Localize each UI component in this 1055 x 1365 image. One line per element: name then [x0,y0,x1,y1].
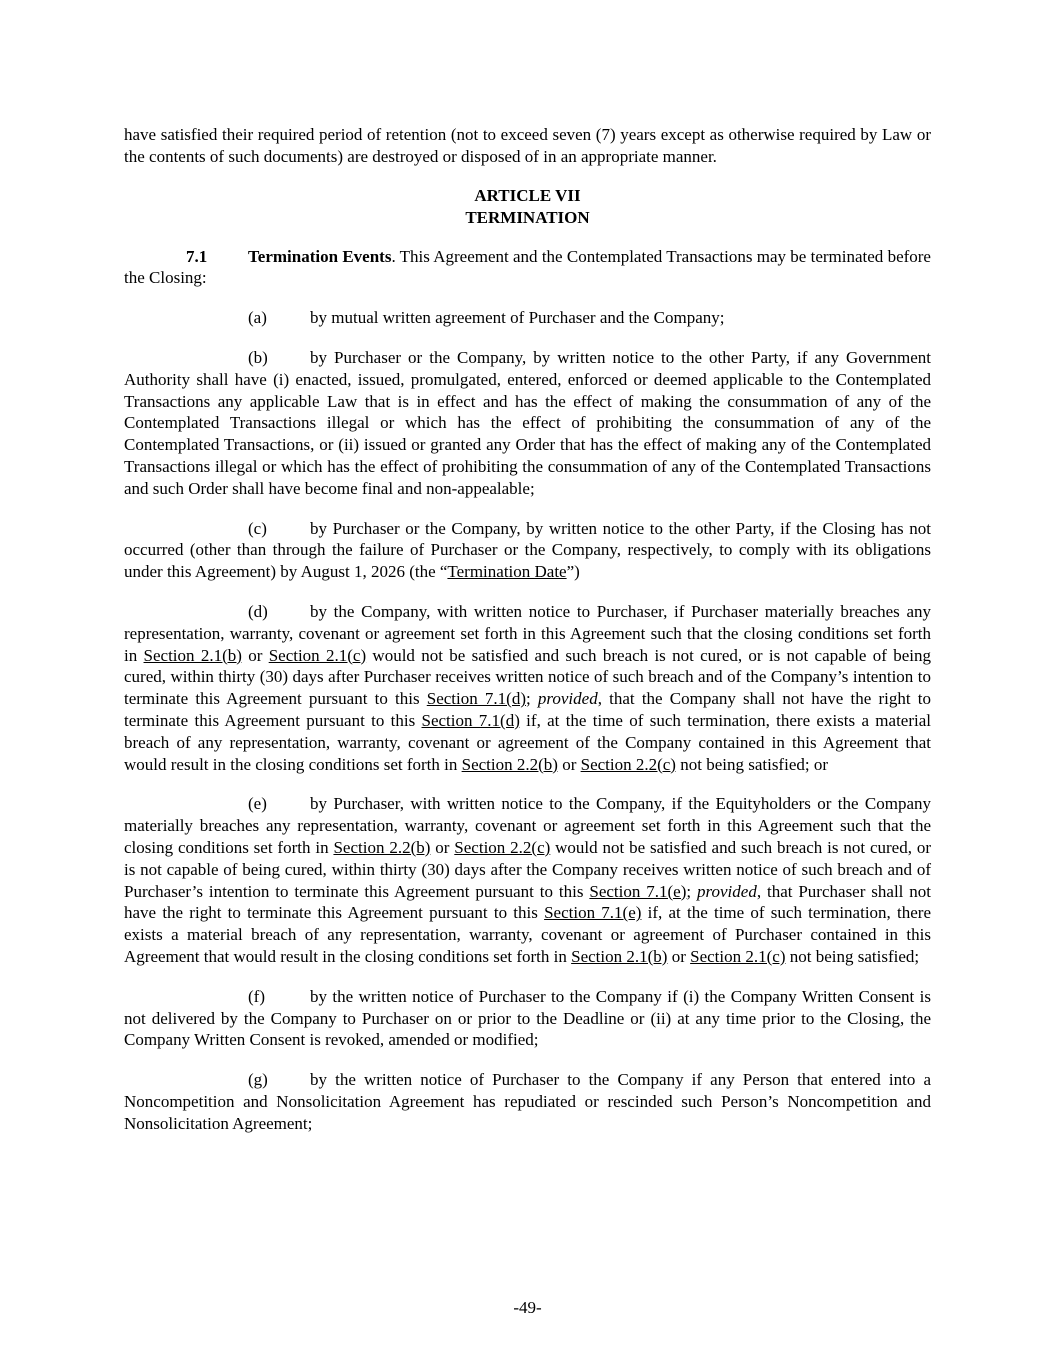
clause-text: ”) [566,562,580,582]
clause-text: if, at the time of such termination, there exists a material breach of any representation, warranty, covenant or agreement of Purchaser contained in this Agreement that would result in the closing conditions set forth in [124,903,931,966]
clause-label: (e) [248,794,267,814]
clause-g [124,1069,931,1134]
section-reference: Section 7.1(e) [544,903,642,923]
section-reference: Section 2.1(c) [690,946,786,966]
clause-text: or [667,946,691,966]
clause-text: or [557,754,581,774]
clause-text: ; [526,689,538,709]
section-reference: Section 2.1(c) [268,645,367,665]
clause-text: by Purchaser or the Company, by written notice to the other Party, if any Government Authority shall have (i) enacted, issued, promulgated, entered, enforced or deemed applicable to the Contemplated Transactions any applicable Law that is in effect and has the effect of making the consummation of any of the Contemplated Transactions illegal or which has the effect of prohibiting the consummation of any of the Contemplated Transactions, or (ii) issued or granted any Order that has the effect of making any of the Contemplated Transactions illegal or which has the effect of prohibiting the consummation of any of the Contemplated Transactions and such Order shall have become final and non-appealable; [124,347,931,498]
clause-label: (b) [248,347,268,367]
clause-text: not being satisfied; or [675,754,828,774]
clause-text: by Purchaser, with written notice to the Company, if the Equityholders or the Company materially breaches any representation, warranty, covenant or agreement set forth in this Agreement such that the closing conditions set forth in [124,794,931,857]
section-reference: Section 2.2(b) [333,837,431,857]
clause-label: (a) [248,308,267,328]
clause-d [124,601,931,775]
clause-b [124,347,931,500]
article-heading [124,185,931,229]
clause-text: would not be satisfied and such breach is not cured, or is not capable of being cured, within thirty (30) days after the Company receives written notice of such breach and of Purchaser’s intention to terminate this Agreement pursuant to this [124,837,931,901]
clause-text: by mutual written agreement of Purchaser and the Company; [310,308,725,328]
clause-a [124,307,931,329]
clause-f [124,986,931,1051]
section-reference: Section 2.1(b) [143,645,242,665]
section-reference: Section 7.1(d) [421,710,520,730]
clause-label: (c) [248,518,267,538]
section-reference: Section 2.2(c) [454,837,551,857]
clause-text: or [241,645,269,665]
clause-label: (f) [248,986,265,1006]
clause-text: by the Company, with written notice to Purchaser, if Purchaser materially breaches any representation, warranty, covenant or agreement set forth in this Agreement such that the closing conditions set forth in [124,601,931,665]
section-number: 7.1 [186,246,208,266]
proviso-term: provided [697,881,757,901]
section-reference: Section 2.2(c) [580,754,676,774]
clause-c [124,518,931,583]
clause-text: would not be satisfied and such breach is not cured, or is not capable of being cured, within thirty (30) days after Purchaser receives written notice of such breach and of the Company’s intention to terminate this Agreement pursuant to this [124,645,932,709]
section-title: Termination Events [248,246,392,266]
clause-e [124,793,931,967]
clause-text: , that Purchaser shall not have the right to terminate this Agreement pursuant to this [124,881,932,923]
proviso-term: provided [537,689,598,709]
page-number: -49- [513,1298,542,1317]
section-7-1-paragraph [124,246,931,290]
intro-paragraph: have satisfied their required period of retention (not to exceed seven (7) years except as otherwise required by Law or the contents of such documents) are destroyed or disposed of in an appropriate manner. [124,125,931,166]
clause-text: not being satisfied; [785,946,920,966]
section-reference: Section 2.2(b) [461,754,558,774]
section-reference: Section 7.1(e) [589,881,687,901]
clause-text: by the written notice of Purchaser to the Company if (i) the Company Written Consent is not delivered by the Company to Purchaser on or prior to the Deadline or (ii) at any time prior to the Closing, the Company Written Consent is revoked, amended or modified; [124,986,931,1050]
page-body [124,124,931,1152]
section-reference: Section 7.1(d) [426,689,526,709]
article-title: TERMINATION [465,207,590,227]
section-reference: Section 2.1(b) [571,946,668,966]
clause-label: (d) [248,601,268,621]
clause-text: by Purchaser or the Company, by written notice to the other Party, if the Closing has not occurred (other than through the failure of Purchaser or the Company, respectively, to comply with its obligations under this Agreement) by August 1, 2026 (the “ [124,518,931,582]
clause-label: (g) [248,1070,268,1090]
section-text: . This Agreement and the Contemplated Transactions may be terminated before the Closing: [124,246,931,288]
defined-term-termination-date: Termination Date [447,562,567,582]
clause-text: if, at the time of such termination, there exists a material breach of any representation, warranty, covenant or agreement of the Company contained in this Agreement that would result in the closing conditions set forth in [124,710,931,774]
clause-text: by the written notice of Purchaser to the Company if any Person that entered into a Noncompetition and Nonsolicitation Agreement has repudiated or rescinded such Person’s Noncompetition and Nonsolicitation Agreement; [124,1070,931,1133]
clause-text: or [430,837,455,857]
clause-text: , that the Company shall not have the right to terminate this Agreement pursuant to this [124,689,931,730]
clause-text: ; [686,881,698,901]
article-number: ARTICLE VII [474,185,581,205]
